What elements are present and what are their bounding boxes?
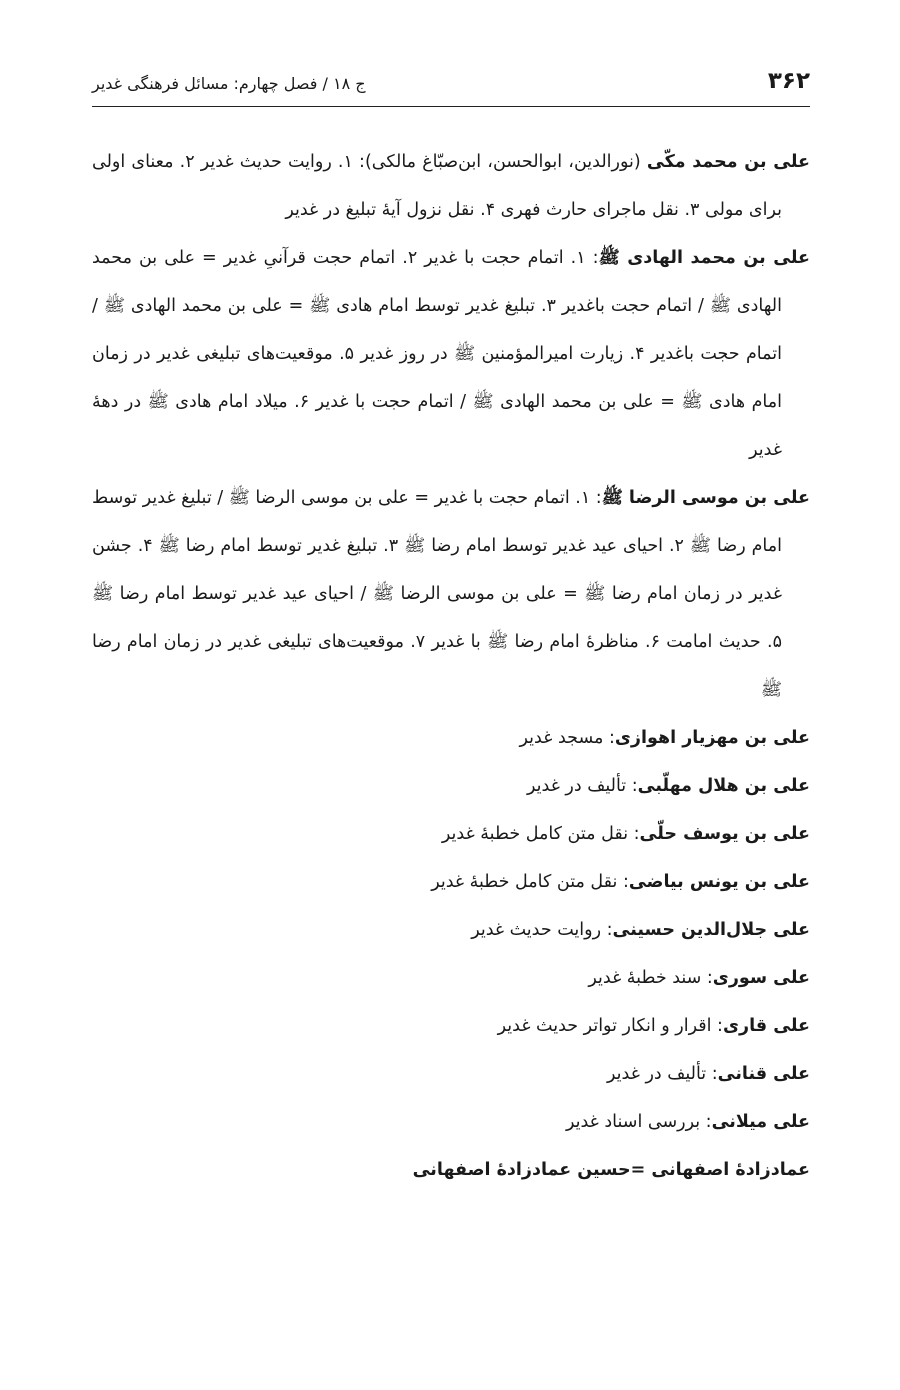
- entry-term: علی بن موسی الرضا ﷺ: [601, 488, 810, 508]
- entry-description: =حسین عمادزادهٔ اصفهانی: [412, 1160, 652, 1180]
- entry-description: : تألیف در غدیر: [607, 1064, 718, 1084]
- index-entry: [92, 1002, 810, 1050]
- entry-description: : اقرار و انکار تواتر حدیث غدیر: [497, 1016, 723, 1036]
- entry-description: : نقل متن کامل خطبهٔ غدیر: [431, 872, 629, 892]
- entry-description: (نورالدین، ابوالحسن، ابن‌صبّاغ مالکی): ۱. روایت حدیث غدیر ۲. معنای اولی برای مولی ۳. نقل ماجرای حارث فهری ۴. نقل نزول آیهٔ تبلیغ در غدیر: [92, 152, 782, 220]
- entry-description: : مسجد غدیر: [519, 728, 615, 748]
- entry-description: : تألیف در غدیر: [526, 776, 638, 796]
- index-entry: [92, 858, 810, 906]
- entry-term: علی بن یونس بیاضی: [628, 872, 810, 892]
- index-entry: [92, 954, 810, 1002]
- index-entry: [92, 138, 810, 234]
- entry-description: : سند خطبهٔ غدیر: [588, 968, 713, 988]
- entry-term: علی بن یوسف حلّی: [639, 824, 810, 844]
- entry-description: : ۱. اتمام حجت با غدیر = علی بن موسی الرضا ﷺ / تبلیغ غدیر توسط امام رضا ﷺ ۲. احیای عید غدیر توسط امام رضا ﷺ ۳. تبلیغ غدیر توسط امام رضا ﷺ ۴. جشن غدیر در زمان امام رضا ﷺ = علی بن موسی الرضا ﷺ / احیای عید غدیر توسط امام رضا ﷺ ۵. حدیث امامت ۶. مناظرهٔ امام رضا ﷺ با غدیر ۷. موقعیت‌های تبلیغی غدیر در زمان امام رضا ﷺ: [91, 488, 783, 700]
- entry-description: : روایت حدیث غدیر: [471, 920, 613, 940]
- running-head: ج ۱۸ / فصل چهارم: مسائل فرهنگی غدیر: [92, 74, 366, 93]
- page-number: ۳۶۲: [767, 68, 810, 94]
- index-entry: [92, 474, 810, 714]
- entry-term: علی بن مهزیار اهوازی: [614, 728, 810, 748]
- entry-term: علی جلال‌الدین حسینی: [612, 920, 810, 940]
- index-entry: [92, 1098, 810, 1146]
- index-entry: [92, 1146, 810, 1194]
- entry-term: علی میلانی: [711, 1112, 810, 1132]
- entry-term: علی بن محمد مکّی: [646, 152, 811, 172]
- index-entry: [92, 714, 810, 762]
- entry-term: علی قاری: [722, 1016, 810, 1036]
- page-header: [92, 66, 810, 107]
- entry-description: : بررسی اسناد غدیر: [565, 1112, 712, 1132]
- entry-term: عمادزادهٔ اصفهانی: [651, 1160, 810, 1180]
- index-entry: [92, 762, 810, 810]
- entry-term: علی قنانی: [717, 1064, 810, 1084]
- book-page: [92, 0, 810, 1390]
- entry-term: علی سوری: [712, 968, 810, 988]
- index-entry: [92, 234, 810, 474]
- index-entries: [92, 138, 810, 1194]
- index-entry: [92, 810, 810, 858]
- index-entry: [92, 1050, 810, 1098]
- entry-description: : نقل متن کامل خطبهٔ غدیر: [441, 824, 640, 844]
- entry-term: علی بن هلال مهلّبی: [637, 776, 810, 796]
- entry-description: : ۱. اتمام حجت با غدیر ۲. اتمام حجت قرآنیِ غدیر = علی بن محمد الهادی ﷺ / اتمام حجت باغدیر ۳. تبلیغ غدیر توسط امام هادی ﷺ = علی بن محمد الهادی ﷺ / اتمام حجت باغدیر ۴. زیارت امیرالمؤمنین ﷺ در روز غدیر ۵. موقعیت‌های تبلیغی غدیر در زمان امام هادی ﷺ = علی بن محمد الهادی ﷺ / اتمام حجت با غدیر ۶. میلاد امام هادی ﷺ در دههٔ غدیر: [92, 248, 783, 460]
- entry-term: علی بن محمد الهادی ﷺ: [598, 248, 811, 268]
- index-entry: [92, 906, 810, 954]
